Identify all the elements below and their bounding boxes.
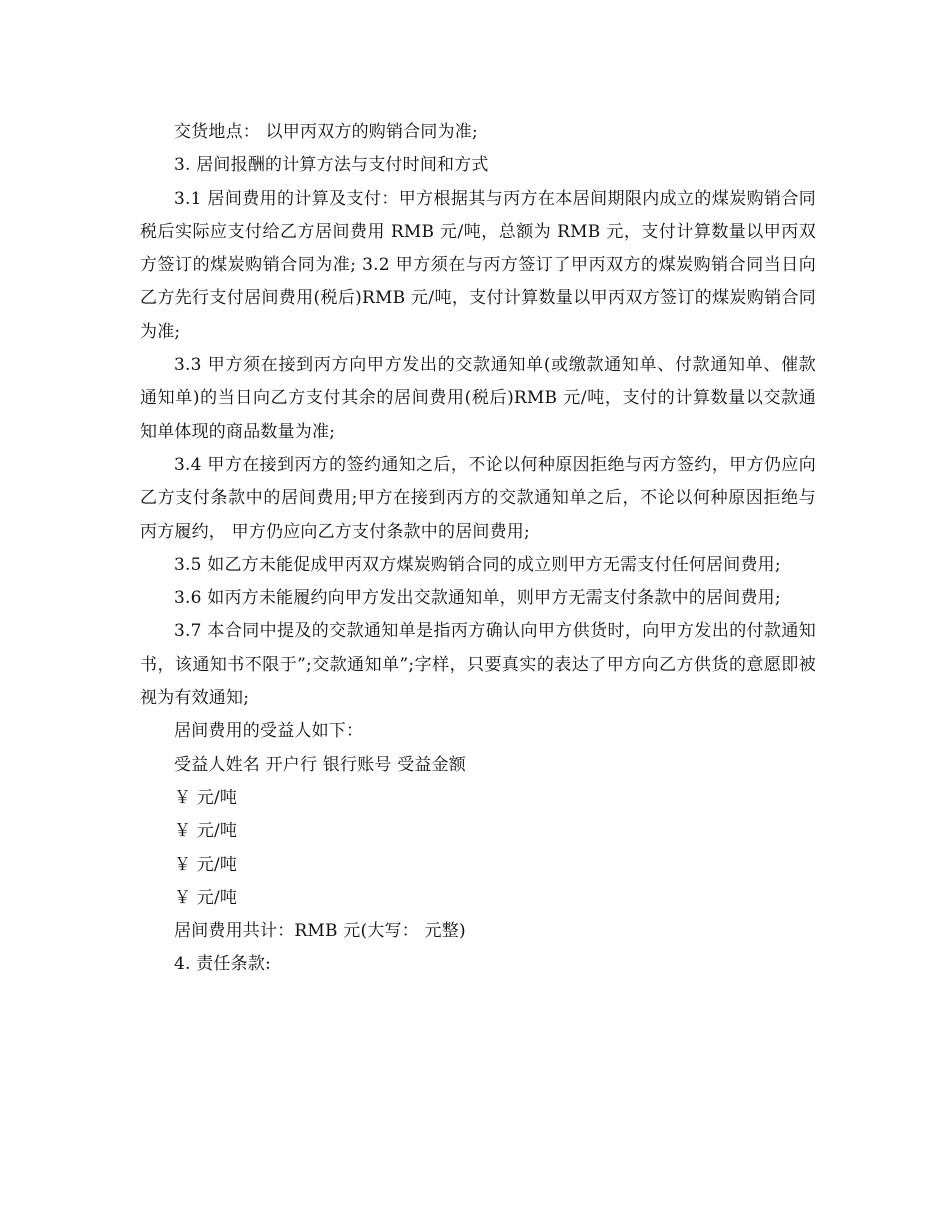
beneficiary-intro: 居间费用的受益人如下： bbox=[174, 721, 364, 742]
beneficiary-row: ￥ 元/吨 bbox=[174, 887, 238, 908]
clause-3-3: 3.3 甲方须在接到丙方向甲方发出的交款通知单(或缴款通知单、付款通知单、催款通知单)的当日向乙方支付其余的居间费用(税后)RMB 元/吨，支付的计算数量以交款通知单体现的商品数量为准; bbox=[140, 355, 816, 442]
clause-3-6: 3.6 如丙方未能履约向甲方发出交款通知单，则甲方无需支付条款中的居间费用; bbox=[174, 588, 781, 609]
beneficiary-row: ￥ 元/吨 bbox=[174, 787, 238, 808]
total-fee-line: 居间费用共计：RMB 元(大写： 元整) bbox=[174, 921, 466, 942]
beneficiary-table-header: 受益人姓名 开户行 银行账号 受益金额 bbox=[174, 754, 467, 775]
section-3-heading: 3. 居间报酬的计算方法与支付时间和方式 bbox=[174, 155, 489, 176]
clause-3-4: 3.4 甲方在接到丙方的签约通知之后，不论以何种原因拒绝与丙方签约，甲方仍应向乙方支付条款中的居间费用;甲方在接到丙方的交款通知单之后，不论以何种原因拒绝与丙方履约， 甲方仍应向乙方支付条款中的居间费用; bbox=[140, 454, 816, 542]
clause-3-1-3-2: 3.1 居间费用的计算及支付：甲方根据其与丙方在本居间期限内成立的煤炭购销合同税后实际应支付给乙方居间费用 RMB 元/吨，总额为 RMB 元，支付计算数量以甲丙双方签订的煤炭购销合同为准; 3.2 甲方须在与丙方签订了甲丙双方的煤炭购销合同当日向乙方先行支付居间费用(税后)RMB 元/吨，支付计算数量以甲丙双方签订的煤炭购销合同为准; bbox=[140, 188, 816, 342]
section-4-heading: 4. 责任条款: bbox=[174, 954, 271, 975]
document-body bbox=[140, 116, 816, 982]
clause-3-7: 3.7 本合同中提及的交款通知单是指丙方确认向甲方供货时，向甲方发出的付款通知书，该通知书不限于”;交款通知单”;字样，只要真实的表达了甲方向乙方供货的意愿即被视为有效通知; bbox=[140, 621, 816, 709]
beneficiary-row: ￥ 元/吨 bbox=[174, 854, 238, 875]
delivery-location-line: 交货地点： 以甲丙双方的购销合同为准; bbox=[174, 122, 478, 142]
beneficiary-row: ￥ 元/吨 bbox=[174, 821, 238, 842]
clause-3-5: 3.5 如乙方未能促成甲丙双方煤炭购销合同的成立则甲方无需支付任何居间费用; bbox=[174, 554, 781, 575]
